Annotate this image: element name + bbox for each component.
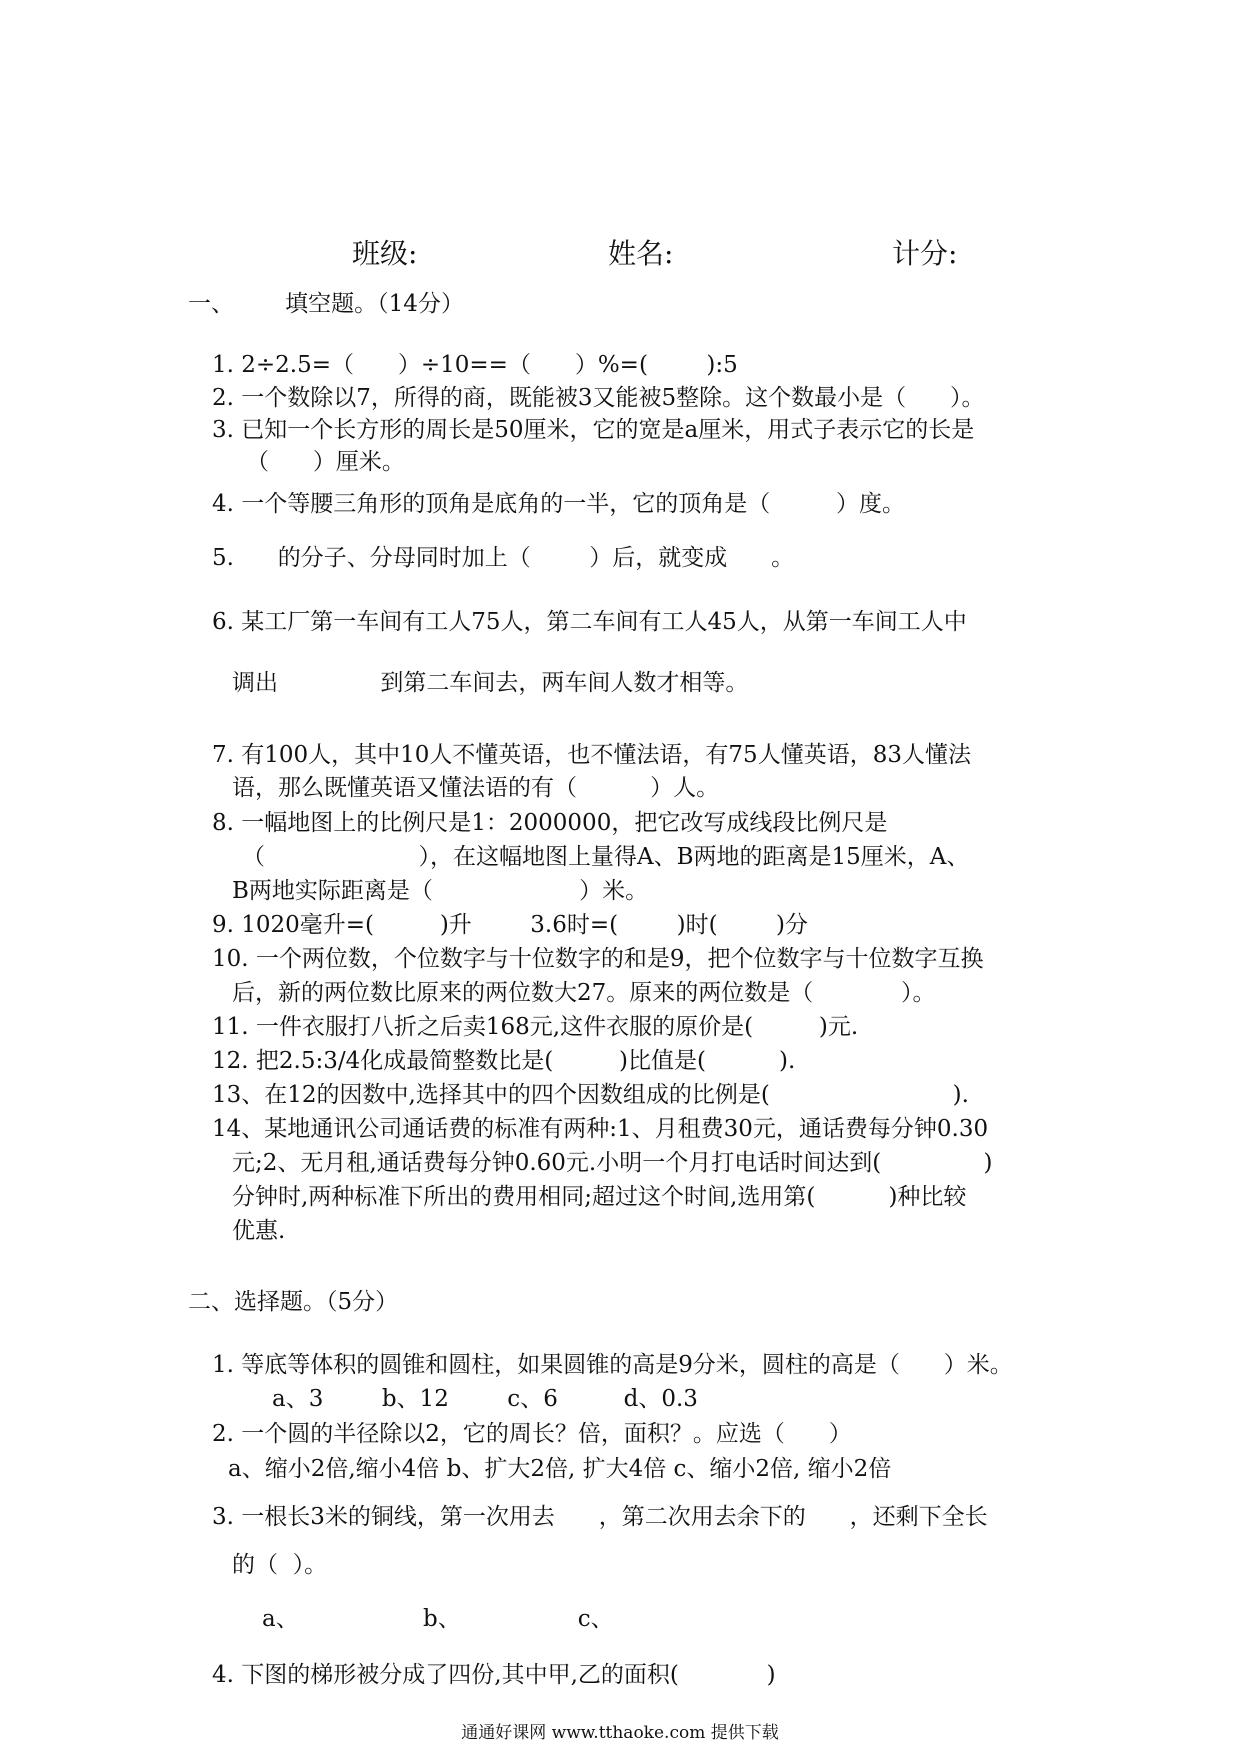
q10-line-2: 后，新的两位数比原来的两位数大27。原来的两位数是（ ）。 (232, 980, 936, 1006)
mc3-line-2: 的（ ）。 (232, 1552, 328, 1578)
mc4-line: 4. 下图的梯形被分成了四份,其中甲,乙的面积( ) (212, 1662, 776, 1688)
q14-line-3: 分钟时,两种标准下所出的费用相同;超过这个时间,选用第( )种比较 (232, 1184, 967, 1210)
name-label: 姓名: (608, 237, 674, 270)
q5-line: 5. 的分子、分母同时加上（ ）后，就变成 。 (212, 545, 795, 571)
footer-text: 通通好课网 www.tthaoke.com 提供下载 (461, 1723, 779, 1743)
q6-line-2: 调出 到第二车间去，两车间人数才相等。 (232, 670, 749, 696)
mc1-line: 1. 等底等体积的圆锥和圆柱，如果圆锥的高是9分米，圆柱的高是（ ）米。 (212, 1352, 1013, 1378)
q6-line: 6. 某工厂第一车间有工人75人，第二车间有工人45人，从第一车间工人中 (212, 609, 967, 635)
q10-line: 10. 一个两位数，个位数字与十位数字的和是9，把个位数字与十位数字互换 (212, 946, 984, 972)
q9-line: 9. 1020毫升=( )升 3.6时=( )时( )分 (212, 912, 809, 938)
q14-line-4: 优惠. (232, 1218, 286, 1244)
q14-line-2: 元;2、无月租,通话费每分钟0.60元.小明一个月打电话时间达到( ) (232, 1150, 993, 1176)
section-1-title: 一、 填空题。（14分） (188, 291, 464, 317)
q1-line: 1. 2÷2.5=（ ）÷10==（ ）%=( ):5 (212, 352, 738, 378)
q7-line: 7. 有100人，其中10人不懂英语，也不懂法语，有75人懂英语，83人懂法 (212, 742, 971, 768)
q8-line-3: B两地实际距离是（ ）米。 (232, 878, 649, 904)
mc2-line: 2. 一个圆的半径除以2，它的周长？倍，面积？。应选（ ） (212, 1421, 852, 1447)
mc2-options: a、缩小2倍,缩小4倍 b、扩大2倍, 扩大4倍 c、缩小2倍, 缩小2倍 (228, 1456, 892, 1482)
q11-line: 11. 一件衣服打八折之后卖168元,这件衣服的原价是( )元. (212, 1014, 859, 1040)
q2-line: 2. 一个数除以7，所得的商，既能被3又能被5整除。这个数最小是（ ）。 (212, 385, 985, 411)
section-2-title: 二、选择题。（5分） (188, 1289, 399, 1315)
q8-line: 8. 一幅地图上的比例尺是1：2000000，把它改写成线段比例尺是 (212, 810, 888, 836)
mc1-options: a、3 b、12 c、6 d、0.3 (272, 1386, 698, 1412)
class-label: 班级: (352, 237, 418, 270)
q3-line: 3. 已知一个长方形的周长是50厘米，它的宽是a厘米，用式子表示它的长是 (212, 417, 975, 443)
q4-line: 4. 一个等腰三角形的顶角是底角的一半，它的顶角是（ ）度。 (212, 491, 906, 517)
mc3-options: a、 b、 c、 (262, 1606, 614, 1632)
mc3-line: 3. 一根长3米的铜线，第一次用去 ，第二次用去余下的 ，还剩下全长 (212, 1504, 988, 1530)
q8-line-2: （ ），在这幅地图上量得A、B两地的距离是15厘米，A、 (242, 844, 970, 870)
q13-line: 13、在12的因数中,选择其中的四个因数组成的比例是( ). (212, 1082, 969, 1108)
q3-line-2: （ ）厘米。 (246, 449, 405, 475)
score-label: 计分: (892, 237, 958, 270)
q14-line: 14、某地通讯公司通话费的标准有两种:1、月租费30元，通话费每分钟0.30 (212, 1116, 989, 1142)
q12-line: 12. 把2.5:3/4化成最简整数比是( )比值是( ). (212, 1048, 796, 1074)
q7-line-2: 语，那么既懂英语又懂法语的有（ ）人。 (232, 775, 720, 801)
